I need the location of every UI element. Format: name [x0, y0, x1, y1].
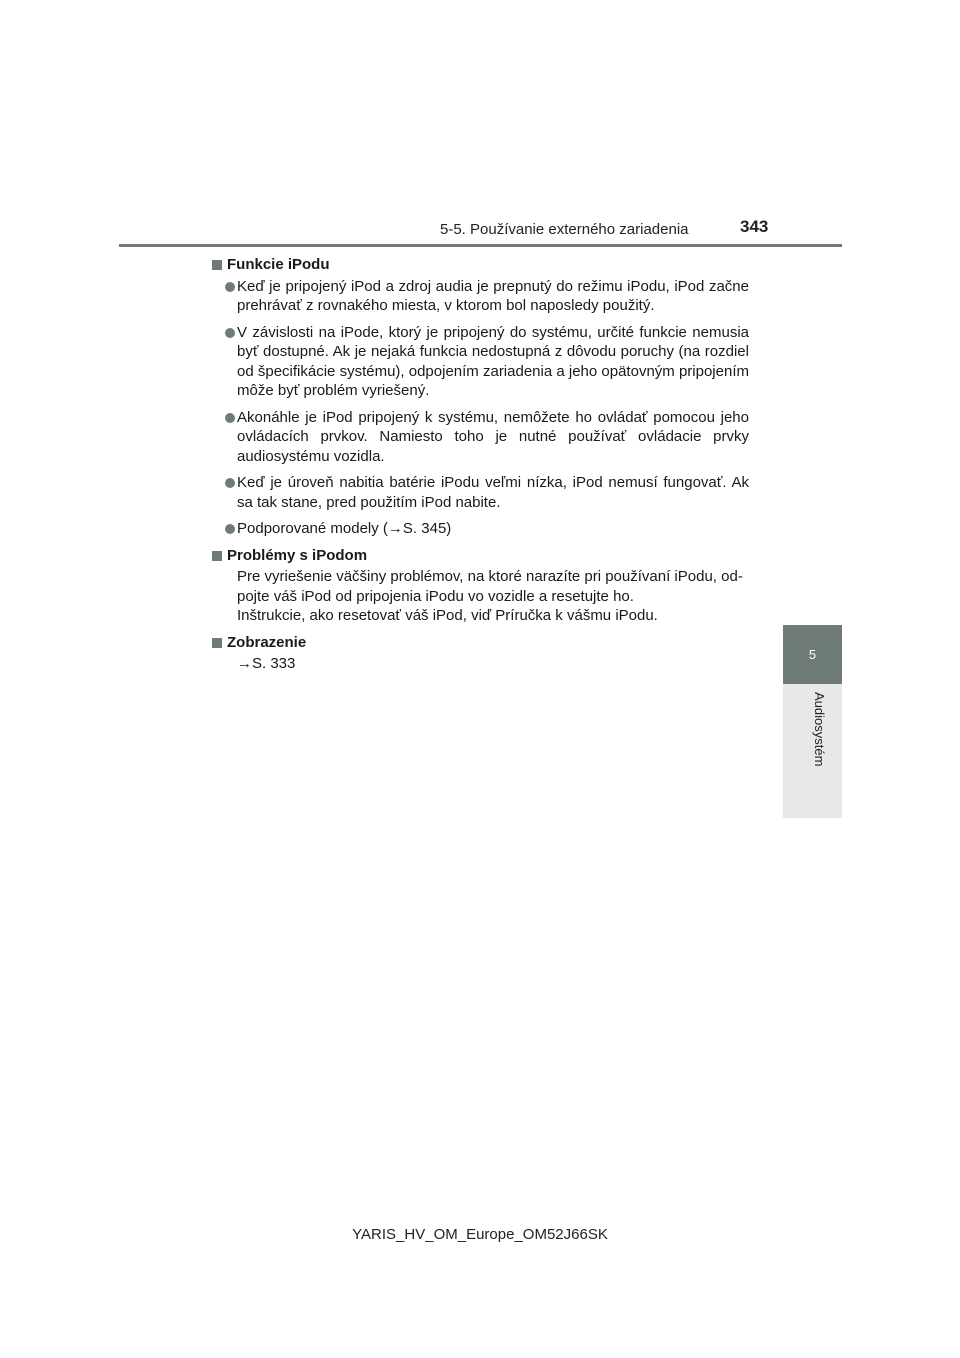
list-item-text: Akonáhle je iPod pripojený k systému, nemôžete ho ovládať pomocou jeho ovládacích prvkov. Namiesto toho je nutné používať ovládacie prvky audiosystému vozidla.: [237, 408, 749, 465]
list-item-text: Keď je úroveň nabitia batérie iPodu veľmi nízka, iPod nemusí fungovať. Ak sa tak stane, pred použitím iPod nabite.: [237, 474, 749, 511]
list-item-text: V závislosti na iPode, ktorý je pripojený do systému, určité funkcie nemusia byť dostupné. Ak je nejaká funkcia nedostupná z dôvodu poruchy (na rozdiel od špecifikácie systému), odpojením zariadenia a jeho opätovným pripojením môže byť problém vyriešený.: [237, 323, 749, 399]
list-item: [212, 277, 749, 316]
section-funkcie: [212, 255, 749, 539]
section-heading-text: Funkcie iPodu: [227, 256, 330, 273]
section-heading: [212, 633, 749, 653]
page-number: 343: [740, 217, 769, 236]
list-item-text: Keď je pripojený iPod a zdroj audia je prepnutý do režimu iPodu, iPod začne prehrávať z rovnakého miesta, v ktorom bol naposledy použitý.: [237, 277, 749, 314]
circle-bullet-icon: [225, 478, 235, 488]
list-item: [212, 473, 749, 512]
circle-bullet-icon: [225, 413, 235, 423]
list-item: [212, 323, 749, 401]
paragraph-line: Pre vyriešenie väčšiny problémov, na ktoré narazíte pri používaní iPodu, od-: [237, 568, 743, 585]
circle-bullet-icon: [225, 328, 235, 338]
square-bullet-icon: [212, 638, 222, 648]
chapter-tab: [783, 625, 842, 684]
section-heading: [212, 546, 749, 566]
page-reference-link[interactable]: →S. 333: [237, 655, 296, 672]
header-section-title: 5-5. Používanie externého zariadenia: [440, 221, 689, 238]
list-item: [212, 408, 749, 467]
square-bullet-icon: [212, 551, 222, 561]
paragraph: [212, 654, 749, 674]
paragraph-line: Inštrukcie, ako resetovať váš iPod, viď Príručka k vášmu iPodu.: [237, 607, 658, 624]
section-heading: [212, 255, 749, 275]
section-problemy: [212, 546, 749, 626]
paragraph: [212, 567, 749, 626]
circle-bullet-icon: [225, 524, 235, 534]
chapter-number: 5: [808, 647, 817, 662]
square-bullet-icon: [212, 260, 222, 270]
circle-bullet-icon: [225, 282, 235, 292]
section-zobrazenie: [212, 633, 749, 674]
paragraph-line: pojte váš iPod od pripojenia iPodu vo vozidle a resetujte ho.: [237, 587, 634, 605]
section-heading-text: Problémy s iPodom: [227, 546, 368, 564]
list-item: [212, 519, 749, 539]
document-code: YARIS_HV_OM_Europe_OM52J66SK: [352, 1226, 608, 1243]
header-rule: [119, 244, 842, 247]
section-heading-text: Zobrazenie: [227, 633, 307, 651]
chapter-label: Audiosystém: [812, 692, 827, 767]
page-content: [212, 255, 749, 681]
list-item-text: Podporované modely (→S. 345): [237, 520, 452, 537]
